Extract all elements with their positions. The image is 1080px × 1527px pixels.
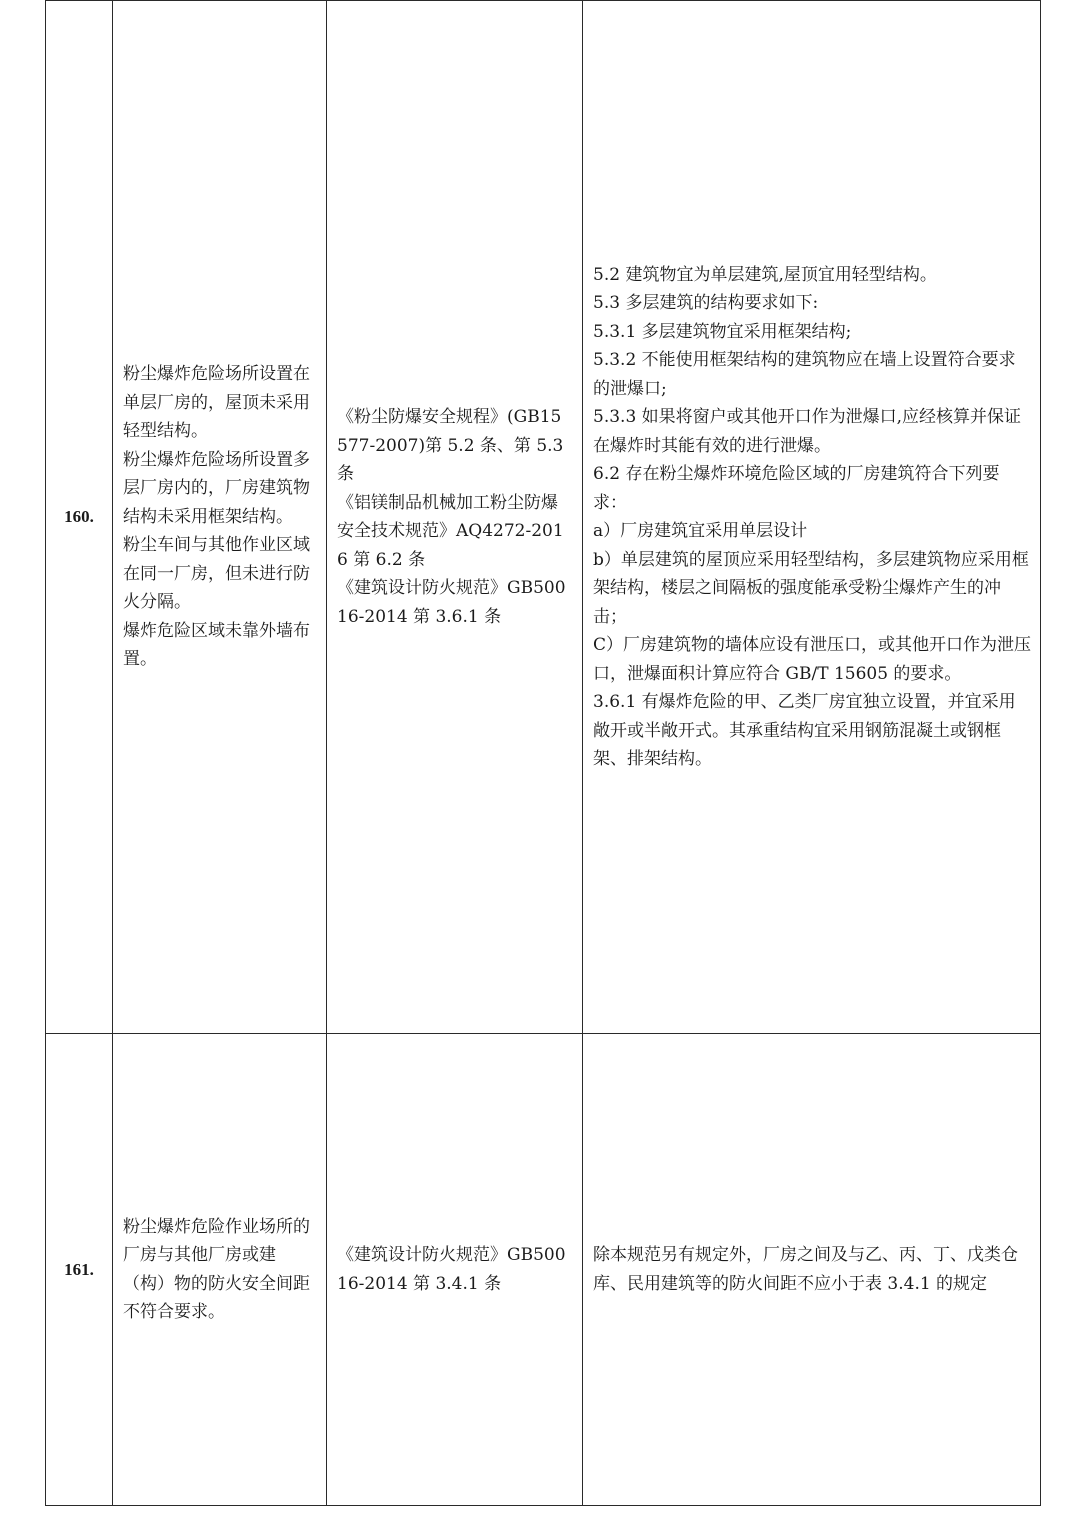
requirement-text: b）单层建筑的屋顶应采用轻型结构，多层建筑物应采用框架结构，楼层之间隔板的强度能承受粉尘爆炸产生的冲击； (593, 549, 1029, 627)
issue-text: 粉尘爆炸危险场所设置在单层厂房的，屋顶未采用轻型结构。 (123, 364, 310, 442)
row-number-cell (46, 1034, 113, 1506)
issue-cell (113, 1034, 327, 1506)
requirement-text: 5.3.2 不能使用框架结构的建筑物应在墙上设置符合要求的泄爆口; (593, 350, 1016, 399)
requirement-text: 5.2 建筑物宜为单层建筑,屋顶宜用轻型结构。 (593, 264, 937, 285)
issue-text: 爆炸危险区域未靠外墙布置。 (123, 620, 310, 670)
issue-text: 粉尘车间与其他作业区域在同一厂房，但未进行防火分隔。 (123, 535, 310, 613)
requirement-cell (583, 1034, 1041, 1506)
requirement-text: a）厂房建筑宜采用单层设计 (593, 521, 808, 541)
standards-table (45, 0, 1041, 1506)
requirement-text: 5.3.1 多层建筑物宜采用框架结构; (593, 321, 852, 342)
requirement-text: 除本规范另有规定外，厂房之间及与乙、丙、丁、戊类仓库、民用建筑等的防火间距不应小于表 3.4.1 的规定 (593, 1245, 1018, 1294)
basis-cell (327, 1034, 583, 1506)
requirement-text: C）厂房建筑物的墙体应设有泄压口，或其他开口作为泄压口，泄爆面积计算应符合 GB/T 15605 的要求。 (593, 635, 1032, 684)
row-number: 161. (64, 1259, 94, 1279)
basis-text: 《建筑设计防火规范》GB50016-2014 第 3.6.1 条 (337, 578, 566, 627)
table-row (46, 1034, 1041, 1506)
basis-cell (327, 1, 583, 1034)
requirement-text: 3.6.1 有爆炸危险的甲、乙类厂房宜独立设置，并宜采用敞开或半敞开式。其承重结构宜采用钢筋混凝土或钢框架、排架结构。 (593, 692, 1016, 769)
basis-text: 《建筑设计防火规范》GB50016-2014 第 3.4.1 条 (337, 1245, 566, 1294)
requirement-text: 6.2 存在粉尘爆炸环境危险区域的厂房建筑符合下列要求： (593, 464, 1000, 513)
table-row (46, 1, 1041, 1034)
issue-text: 粉尘爆炸危险场所设置多层厂房内的，厂房建筑物结构未采用框架结构。 (123, 449, 310, 527)
requirement-text: 5.3.3 如果将窗户或其他开口作为泄爆口,应经核算并保证在爆炸时其能有效的进行泄爆。 (593, 407, 1022, 456)
row-number-cell (46, 1, 113, 1034)
issue-cell (113, 1, 327, 1034)
requirement-text: 5.3 多层建筑的结构要求如下: (593, 293, 819, 313)
basis-text: 《粉尘防爆安全规程》(GB15577-2007)第 5.2 条、第 5.3 条 (337, 407, 564, 484)
issue-text: 粉尘爆炸危险作业场所的厂房与其他厂房或建（构）物的防火安全间距不符合要求。 (123, 1216, 310, 1322)
requirement-cell (583, 1, 1041, 1034)
row-number: 160. (64, 507, 94, 526)
basis-text: 《铝镁制品机械加工粉尘防爆安全技术规范》AQ4272-2016 第 6.2 条 (337, 492, 564, 570)
